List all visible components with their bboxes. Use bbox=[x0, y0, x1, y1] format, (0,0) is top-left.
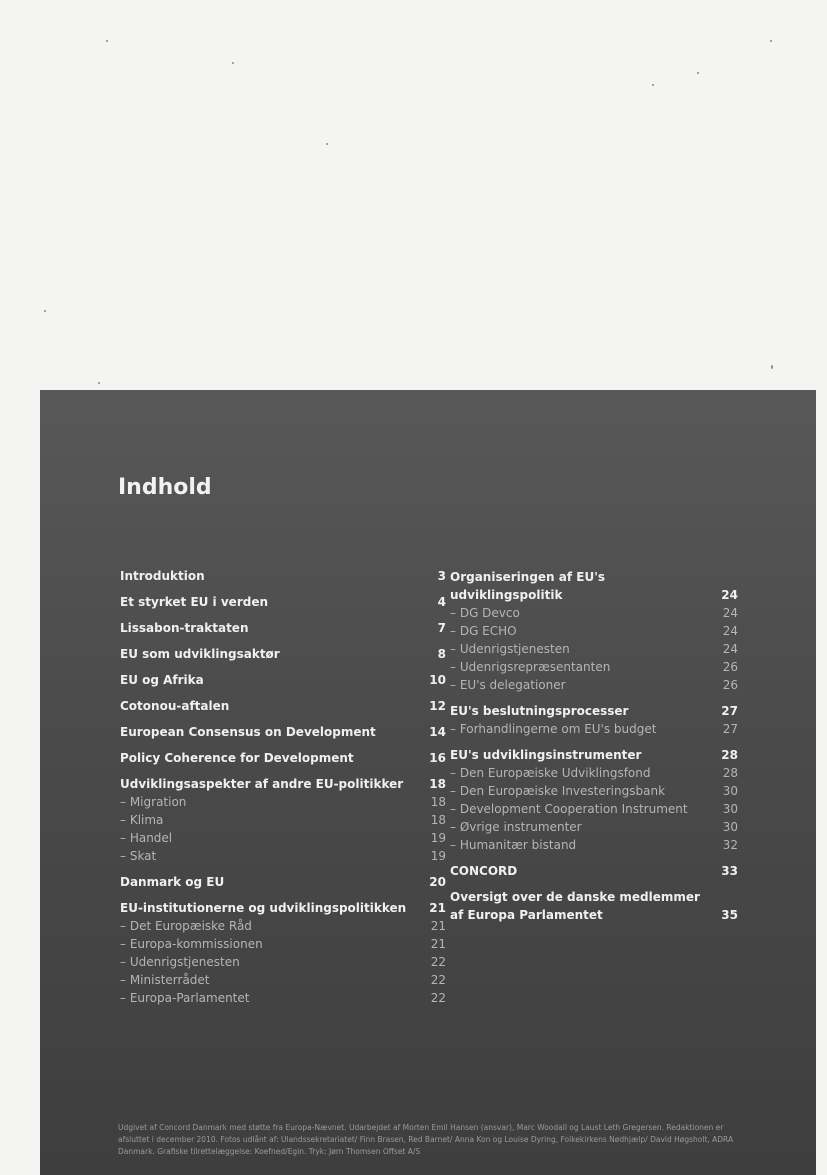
toc-subentry-title: – Udenrigstjenesten bbox=[450, 640, 570, 658]
toc-entry-title: CONCORD bbox=[450, 864, 518, 878]
toc-subentry-title: – Humanitær bistand bbox=[450, 836, 576, 854]
toc-entry-title: Lissabon-traktaten bbox=[120, 621, 249, 635]
toc-subentry-page: 24 bbox=[722, 624, 738, 638]
scan-speck bbox=[697, 72, 699, 74]
toc-subentry-page: 26 bbox=[722, 660, 738, 674]
toc-entry-title: Danmark og EU bbox=[120, 875, 225, 889]
toc-entry bbox=[120, 723, 446, 741]
toc-entry-title: Et styrket EU i verden bbox=[120, 595, 269, 609]
toc-subentry-page: 21 bbox=[430, 937, 446, 951]
toc-subentry bbox=[450, 622, 738, 640]
toc-subentry-page: 30 bbox=[722, 784, 738, 798]
toc-subentry-page: 24 bbox=[722, 606, 738, 620]
toc-entry-title: EU's udviklingsinstrumenter bbox=[450, 748, 642, 762]
toc-subentry bbox=[120, 847, 446, 865]
toc-subentry-title: – Det Europæiske Råd bbox=[120, 917, 252, 935]
toc-subentry-title: – Den Europæiske Udviklingsfond bbox=[450, 764, 651, 782]
toc-entry bbox=[120, 619, 446, 637]
toc-entry-title: Policy Coherence for Development bbox=[120, 751, 354, 765]
toc-subentry bbox=[450, 800, 738, 818]
toc-subentry-page: 18 bbox=[430, 795, 446, 809]
contents-panel bbox=[40, 390, 816, 1175]
toc-subentry bbox=[450, 604, 738, 622]
scan-speck bbox=[44, 310, 46, 312]
toc-subentry-page: 22 bbox=[430, 955, 446, 969]
toc-entry-title: EU's beslutningsprocesser bbox=[450, 704, 629, 718]
scan-speck bbox=[771, 365, 773, 369]
toc-subentry-page: 19 bbox=[430, 831, 446, 845]
toc-subentry bbox=[450, 658, 738, 676]
toc-subentry-page: 21 bbox=[430, 919, 446, 933]
toc-subentry-page: 28 bbox=[722, 766, 738, 780]
toc-entry-page: 12 bbox=[429, 699, 446, 713]
toc-entry bbox=[120, 645, 446, 663]
toc-subentry-title: – Migration bbox=[120, 793, 186, 811]
toc-subentry-page: 32 bbox=[722, 838, 738, 852]
toc-entry-title: EU og Afrika bbox=[120, 673, 204, 687]
toc-entry-page: 3 bbox=[437, 569, 446, 583]
toc-entry-page: 18 bbox=[429, 777, 446, 791]
toc-entry-title: Oversigt over de danske medlemmer af Europa Parlamentet bbox=[450, 890, 700, 922]
toc-subentry bbox=[120, 793, 446, 811]
toc-subentry-title: – DG Devco bbox=[450, 604, 520, 622]
toc-subentry-page: 27 bbox=[722, 722, 738, 736]
toc-entry-page: 33 bbox=[721, 864, 738, 878]
toc-subentry bbox=[120, 953, 446, 971]
toc-subentry bbox=[450, 720, 738, 738]
toc-subentry-title: – EU's delegationer bbox=[450, 676, 566, 694]
toc-entry bbox=[120, 749, 446, 767]
toc-entry-title: Cotonou-aftalen bbox=[120, 699, 230, 713]
toc-subentry bbox=[450, 782, 738, 800]
toc-subentry bbox=[120, 917, 446, 935]
toc-subentry-page: 22 bbox=[430, 991, 446, 1005]
toc-entry-title: Organiseringen af EU's udviklingspolitik bbox=[450, 570, 606, 602]
toc-entry bbox=[450, 862, 738, 880]
toc-subentry bbox=[450, 818, 738, 836]
toc-entry bbox=[120, 775, 446, 793]
toc-entry-page: 27 bbox=[721, 704, 738, 718]
toc-subentry-page: 26 bbox=[722, 678, 738, 692]
toc-subentry-title: – Udenrigstjenesten bbox=[120, 953, 240, 971]
toc-entry bbox=[450, 702, 738, 720]
scan-speck bbox=[652, 84, 654, 86]
toc-entry bbox=[120, 593, 446, 611]
colophon-text: Udgivet af Concord Danmark med støtte fra Europa-Nævnet. Udarbejdet af Morten Emil Hansen (ansvar), Marc Woodall og Laust Leth Gregersen. Redaktionen er afsluttet i december 2010. Fotos udlånt af: Ulandssekretariatet/ Finn Brasen, Red Barnet/ Anna Kon og Louise Dyring, Folkekirkens Nødhjælp/ David Høgsholt, ADRA Danmark. Grafiske tilrettelæggelse: Koefned/Egin. Tryk: Jørn Thomsen Offset A/S bbox=[118, 1123, 734, 1156]
scan-speck bbox=[770, 40, 772, 42]
toc-subentry-title: – Europa-kommissionen bbox=[120, 935, 263, 953]
toc-subentry-title: – Development Cooperation Instrument bbox=[450, 800, 688, 818]
toc-left-column bbox=[120, 567, 446, 1007]
toc-entry-page: 8 bbox=[437, 647, 446, 661]
toc-subentry-page: 30 bbox=[722, 820, 738, 834]
toc-subentry-page: 18 bbox=[430, 813, 446, 827]
toc-entry-page: 20 bbox=[429, 875, 446, 889]
toc-subentry bbox=[450, 836, 738, 854]
toc-subentry bbox=[120, 811, 446, 829]
toc-entry-page: 10 bbox=[429, 673, 446, 687]
page-title: Indhold bbox=[118, 475, 212, 500]
toc-subentry bbox=[120, 971, 446, 989]
toc-subentry-page: 30 bbox=[722, 802, 738, 816]
toc-entry bbox=[120, 567, 446, 585]
toc-entry-title: EU som udviklingsaktør bbox=[120, 647, 280, 661]
toc-subentry-title: – Ministerrådet bbox=[120, 971, 210, 989]
toc-entry-title: European Consensus on Development bbox=[120, 725, 376, 739]
toc-subentry-title: – Øvrige instrumenter bbox=[450, 818, 582, 836]
toc-subentry-title: – Europa-Parlamentet bbox=[120, 989, 249, 1007]
toc-subentry-title: – Udenrigsrepræsentanten bbox=[450, 658, 610, 676]
toc-subentry-page: 22 bbox=[430, 973, 446, 987]
toc-entry bbox=[120, 697, 446, 715]
scan-speck bbox=[98, 382, 100, 384]
toc-subentry bbox=[450, 640, 738, 658]
toc-subentry bbox=[120, 989, 446, 1007]
toc-subentry bbox=[450, 764, 738, 782]
toc-subentry-title: – DG ECHO bbox=[450, 622, 517, 640]
toc-entry-title: Udviklingsaspekter af andre EU-politikker bbox=[120, 777, 404, 791]
scan-speck bbox=[106, 40, 108, 42]
toc-entry-page: 7 bbox=[437, 621, 446, 635]
toc-subentry-title: – Handel bbox=[120, 829, 172, 847]
scan-speck bbox=[326, 143, 328, 145]
toc-subentry-title: – Den Europæiske Investeringsbank bbox=[450, 782, 665, 800]
toc-entry-page: 4 bbox=[437, 595, 446, 609]
toc-entry bbox=[450, 568, 738, 604]
toc-entry-page: 35 bbox=[721, 908, 738, 922]
toc-entry bbox=[450, 888, 738, 924]
toc-subentry-title: – Klima bbox=[120, 811, 163, 829]
toc-entry bbox=[450, 746, 738, 764]
toc-entry-page: 28 bbox=[721, 748, 738, 762]
toc-entry-page: 24 bbox=[721, 588, 738, 602]
toc-subentry bbox=[450, 676, 738, 694]
toc-subentry bbox=[120, 829, 446, 847]
toc-right-column bbox=[450, 568, 738, 924]
toc-subentry-page: 19 bbox=[430, 849, 446, 863]
toc-subentry-title: – Skat bbox=[120, 847, 156, 865]
toc-entry-title: Introduktion bbox=[120, 569, 205, 583]
toc-subentry-title: – Forhandlingerne om EU's budget bbox=[450, 720, 656, 738]
toc-entry bbox=[120, 671, 446, 689]
toc-entry bbox=[120, 873, 446, 891]
toc-entry-page: 21 bbox=[429, 901, 446, 915]
toc-subentry-page: 24 bbox=[722, 642, 738, 656]
toc-entry-title: EU-institutionerne og udviklingspolitikken bbox=[120, 901, 407, 915]
toc-entry-page: 16 bbox=[429, 751, 446, 765]
toc-entry bbox=[120, 899, 446, 917]
scan-speck bbox=[232, 62, 234, 64]
toc-entry-page: 14 bbox=[429, 725, 446, 739]
toc-subentry bbox=[120, 935, 446, 953]
